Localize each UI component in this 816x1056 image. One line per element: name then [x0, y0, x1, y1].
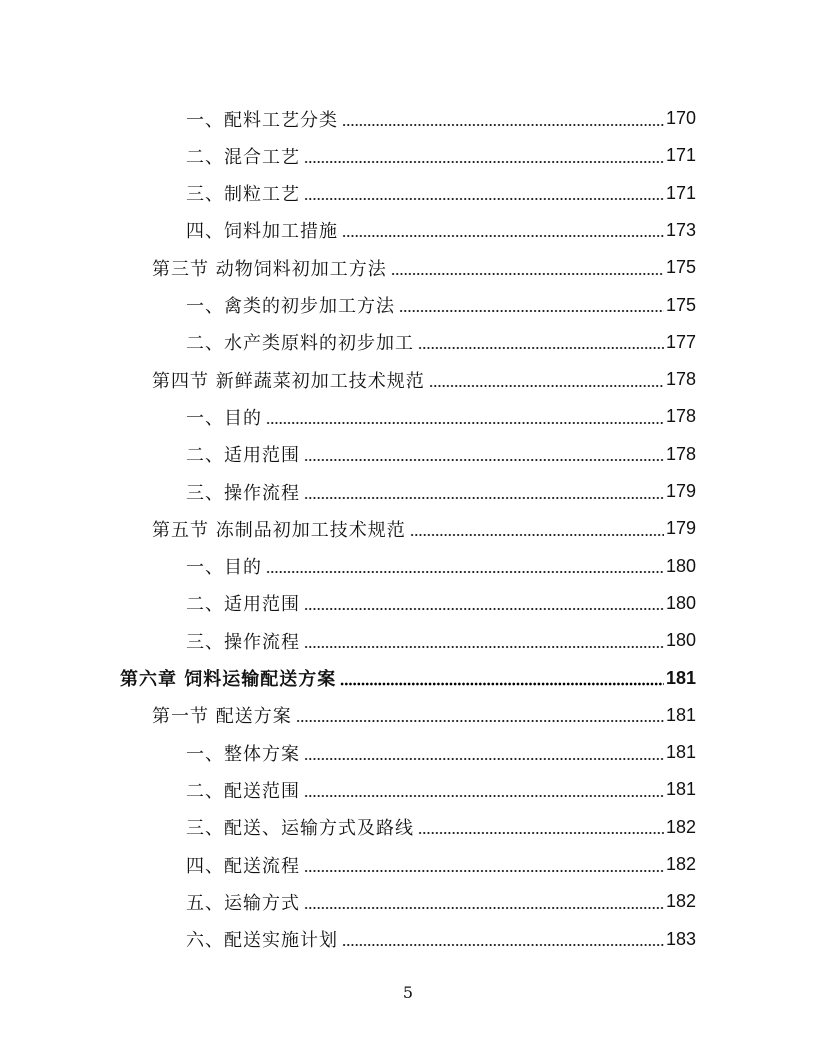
toc-item-entry[interactable] — [186, 771, 696, 808]
dot-leader — [304, 893, 664, 911]
toc-item-entry[interactable] — [186, 548, 696, 585]
toc-entry-label: 二、水产类原料的初步加工 — [186, 333, 414, 355]
toc-entry-label: 三、操作流程 — [186, 482, 300, 504]
toc-entry-label: 第四节 新鲜蔬菜初加工技术规范 — [152, 370, 425, 392]
toc-item-entry[interactable] — [186, 100, 696, 137]
toc-entry-page: 180 — [665, 630, 696, 651]
toc-item-entry[interactable] — [186, 473, 696, 510]
toc-section-entry[interactable] — [152, 249, 696, 286]
toc-entry-label: 四、配送流程 — [186, 855, 300, 877]
toc-entry-page: 178 — [665, 406, 696, 427]
dot-leader — [429, 371, 664, 389]
toc-item-entry[interactable] — [186, 883, 696, 920]
toc-section-entry[interactable] — [152, 510, 696, 547]
toc-entry-page: 177 — [665, 331, 696, 352]
dot-leader — [418, 333, 664, 351]
toc-entry-label: 一、目的 — [186, 407, 262, 429]
dot-leader — [399, 296, 664, 314]
toc-item-entry[interactable] — [186, 734, 696, 771]
toc-entry-page: 179 — [665, 481, 696, 501]
toc-entry-label: 五、运输方式 — [186, 892, 300, 914]
dot-leader — [304, 781, 664, 799]
toc-entry-label: 二、适用范围 — [186, 445, 300, 467]
toc-entry-page: 171 — [665, 145, 696, 166]
toc-entry-label: 一、禽类的初步加工方法 — [186, 296, 395, 317]
toc-entry-page: 170 — [665, 108, 696, 128]
toc-item-entry[interactable] — [186, 324, 696, 361]
toc-item-entry[interactable] — [186, 846, 696, 883]
toc-entry-page: 183 — [665, 928, 696, 949]
toc-entry-label: 第一节 配送方案 — [152, 706, 292, 728]
toc-item-entry[interactable] — [186, 585, 696, 622]
toc-entry-page: 175 — [665, 294, 696, 315]
toc-entry-page: 181 — [665, 704, 696, 725]
dot-leader — [391, 259, 664, 277]
page-number: 5 — [402, 983, 414, 1002]
toc-chapter-entry[interactable] — [120, 660, 696, 697]
toc-item-entry[interactable] — [186, 921, 696, 958]
toc-entry-label: 二、混合工艺 — [186, 146, 300, 168]
toc-entry-page: 180 — [665, 555, 696, 576]
toc-entry-label: 二、适用范围 — [186, 594, 300, 616]
toc-item-entry[interactable] — [186, 287, 696, 324]
dot-leader — [340, 669, 664, 687]
toc-section-entry[interactable] — [152, 697, 696, 734]
toc-section-entry[interactable] — [152, 361, 696, 398]
dot-leader — [266, 408, 664, 426]
dot-leader — [342, 930, 664, 948]
toc-entry-page: 178 — [665, 369, 696, 390]
dot-leader — [410, 520, 664, 538]
toc-entry-page: 181 — [665, 667, 696, 688]
dot-leader — [304, 147, 664, 165]
toc-entry-page: 181 — [665, 779, 696, 800]
toc-entry-label: 第五节 冻制品初加工技术规范 — [152, 519, 406, 541]
toc-item-entry[interactable] — [186, 809, 696, 846]
dot-leader — [304, 445, 664, 463]
toc-entry-label: 四、饲料加工措施 — [186, 221, 338, 243]
toc-item-entry[interactable] — [186, 398, 696, 435]
toc-entry-page: 181 — [665, 742, 696, 763]
toc-entry-label: 三、操作流程 — [186, 631, 300, 653]
toc-entry-page: 182 — [665, 854, 696, 874]
dot-leader — [418, 818, 664, 836]
toc-entry-page: 180 — [665, 592, 696, 613]
toc-item-entry[interactable] — [186, 622, 696, 659]
dot-leader — [304, 632, 664, 650]
toc-entry-page: 175 — [665, 257, 696, 278]
toc-entry-page: 178 — [665, 443, 696, 464]
toc-entry-label: 三、配送、运输方式及路线 — [186, 818, 414, 840]
dot-leader — [342, 110, 664, 128]
dot-leader — [342, 221, 664, 239]
dot-leader — [304, 856, 664, 874]
dot-leader — [304, 594, 664, 612]
toc-entry-page: 182 — [665, 891, 696, 912]
toc-entry-label: 一、配料工艺分类 — [186, 109, 338, 131]
toc-item-entry[interactable] — [186, 175, 696, 212]
toc-item-entry[interactable] — [186, 212, 696, 249]
dot-leader — [296, 706, 664, 724]
dot-leader — [304, 483, 664, 501]
toc-entry-label: 第三节 动物饲料初加工方法 — [152, 258, 387, 280]
toc-item-entry[interactable] — [186, 137, 696, 174]
dot-leader — [304, 744, 664, 762]
toc-entry-page: 173 — [665, 219, 696, 240]
toc-entry-label: 一、目的 — [186, 557, 262, 579]
toc-entry-label: 六、配送实施计划 — [186, 930, 338, 952]
toc-entry-page: 182 — [665, 816, 696, 837]
toc-entry-page: 179 — [665, 518, 696, 539]
toc-entry-label: 二、配送范围 — [186, 780, 300, 802]
toc-entry-label: 三、制粒工艺 — [186, 184, 300, 206]
toc-item-entry[interactable] — [186, 436, 696, 473]
dot-leader — [304, 184, 664, 202]
toc-entry-page: 171 — [665, 182, 696, 203]
toc-entry-label: 第六章 饲料运输配送方案 — [120, 669, 337, 690]
dot-leader — [266, 557, 664, 575]
toc-entry-label: 一、整体方案 — [186, 743, 300, 765]
